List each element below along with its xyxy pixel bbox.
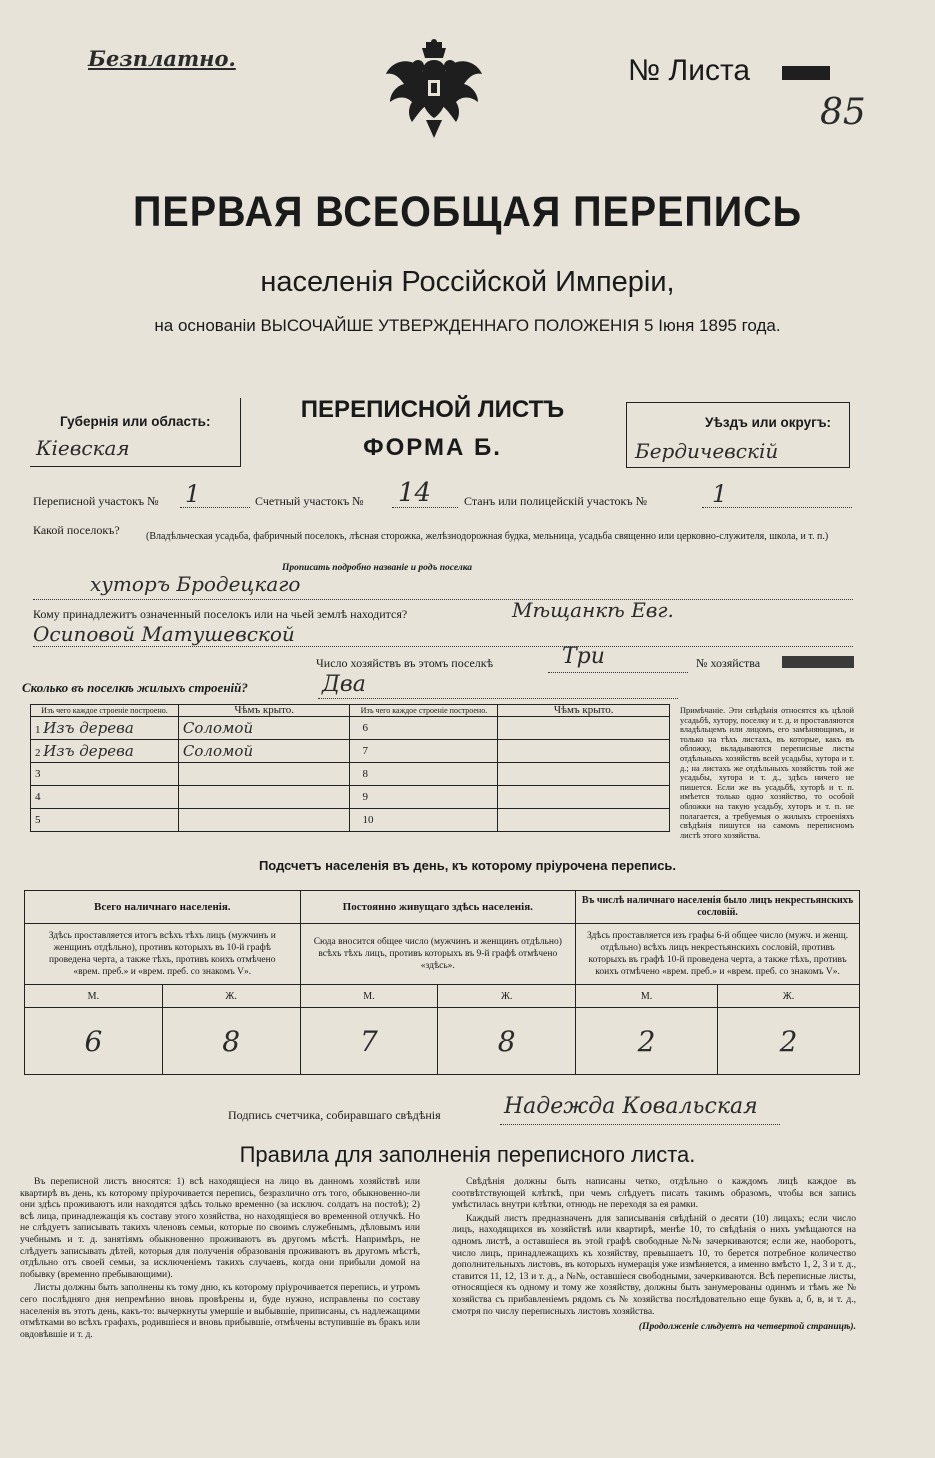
row-number: 10 bbox=[362, 814, 374, 826]
female-label: Ж. bbox=[438, 985, 576, 1008]
rules-left-column bbox=[20, 1176, 420, 1340]
schet-uch-line bbox=[392, 507, 458, 508]
population-count-table bbox=[24, 890, 860, 1075]
total-male-value: 6 bbox=[25, 1008, 163, 1075]
signature-line bbox=[500, 1124, 780, 1125]
settlement-hint-2: Прописать подробно названіе и родъ поселка bbox=[282, 563, 473, 573]
total-female-value: 8 bbox=[162, 1008, 300, 1075]
female-label: Ж. bbox=[718, 985, 860, 1008]
table-row bbox=[31, 763, 670, 786]
households-value: Три bbox=[562, 644, 605, 669]
sheet-number-label: № Листа bbox=[628, 54, 751, 87]
buildings-label: Сколько въ поселкѣ жилыхъ строеній? bbox=[22, 680, 248, 695]
schet-uch-value: 14 bbox=[398, 478, 432, 508]
census-basis: на основаніи ВЫСОЧАЙШЕ УТВЕРЖДЕННАГО ПОЛОЖЕНІЯ 5 Іюня 1895 года. bbox=[154, 316, 781, 335]
row-number: 5 bbox=[35, 814, 41, 826]
stan-value: 1 bbox=[712, 480, 728, 508]
row-number: 6 bbox=[362, 722, 368, 734]
count-col-total-desc: Здѣсь проставляется итогъ всѣхъ тѣхъ лицъ (мужчинъ и женщинъ отдѣльно), противъ которыхъ въ 10-й графѣ проведена черта, а также тѣхъ, противъ коихъ отмѣчено «врем. преб.» и «врем. преб. со знакомъ V». bbox=[25, 924, 301, 985]
male-label: М. bbox=[576, 985, 718, 1008]
households-line bbox=[548, 672, 688, 673]
rules-right-paragraph-2: Каждый листъ предназначенъ для записыванія свѣдѣній о десяти (10) лицахъ; если число лицъ, находящихся въ хозяйствѣ или квартирѣ, менѣе 10, то свѣдѣнія о нихъ умѣщаются на одномъ листѣ, а оставшіеся въ этой графѣ свободные №№ зачеркиваются; если же, наоборотъ, число лицъ, принадлежащихъ къ хозяйству, превышаетъ 10, то берется потребное количество дополнительныхъ листовъ, въ которыхъ нумерація уже измѣняется, а именно вмѣсто 1, 2, 3 и т. д., ставится 11, 12, 13 и т. д., а №№, оставшіеся свободными, зачеркиваются. Всѣ переписные листы, относящіеся къ одному и тому же хозяйству, должны быть занумерованы одинмъ и тѣмъ же № хозяйства съ прибавленіемъ рядомъ съ № хозяйства послѣдовательно еще буквъ а, б, в, и т. д., смотря по числу переписныхъ листовъ хозяйства. bbox=[452, 1212, 856, 1317]
row-number: 3 bbox=[35, 768, 41, 780]
table-row bbox=[31, 740, 670, 763]
building-roof: Соломой bbox=[182, 742, 254, 760]
owner-label: Кому принадлежитъ означенный поселокъ или на чьей землѣ находится? bbox=[33, 607, 408, 621]
owner-line bbox=[33, 646, 853, 647]
sheet-number-strike bbox=[782, 66, 830, 80]
count-col-permanent-title: Постоянно живущаго здѣсь населенія. bbox=[300, 891, 576, 924]
stan-line bbox=[702, 507, 852, 508]
double-headed-eagle-icon bbox=[380, 36, 488, 144]
rules-continuation: (Продолженіе слѣдуетъ на четвертой страницѣ). bbox=[638, 1321, 856, 1333]
male-label: М. bbox=[25, 985, 163, 1008]
guberniya-box bbox=[30, 398, 241, 467]
household-no-redacted bbox=[782, 656, 854, 668]
bt-head-roof-right: Чѣмъ крыто. bbox=[498, 705, 670, 717]
census-title: ПЕРВАЯ ВСЕОБЩАЯ ПЕРЕПИСЬ bbox=[133, 188, 802, 236]
row-number: 4 bbox=[35, 791, 41, 803]
count-heading: Подсчетъ населенія въ день, къ которому пріурочена перепись. bbox=[258, 858, 677, 873]
perepis-uch-value: 1 bbox=[185, 480, 201, 508]
table-row bbox=[31, 717, 670, 740]
building-material: Изъ дерева bbox=[43, 742, 134, 760]
count-col-nonpeasant-desc: Здѣсь проставляется изъ графы 6-й общее число (мужч. и женщ. отдѣльно) всѣхъ лицъ некрестьянскихъ сословій, противъ которыхъ въ графѣ 10-й проведена черта, а также тѣхъ, противъ коихъ отмѣчено «врем. преб.» и «врем. преб. со знакомъ V». bbox=[576, 924, 860, 985]
schet-uch-label: Счетный участокъ № bbox=[255, 494, 364, 508]
guberniya-label: Губернія или область: bbox=[60, 414, 211, 429]
nonpeasant-female-value: 2 bbox=[718, 1008, 860, 1075]
form-title: ФОРМА Б. bbox=[363, 434, 502, 461]
settlement-hint: (Владѣльческая усадьба, фабричный поселокъ, лѣсная сторожка, желѣзнодорожная будка, мельница, усадьба священно или церковно-служителя, школа, и т. п.) bbox=[146, 531, 829, 542]
sheet-title: ПЕРЕПИСНОЙ ЛИСТЪ bbox=[300, 396, 565, 423]
bt-head-material-right: Изъ чего каждое строеніе построено. bbox=[350, 705, 498, 717]
census-subtitle: населенія Россійской Имперіи, bbox=[260, 266, 675, 298]
count-col-total-title: Всего наличнаго населенія. bbox=[25, 891, 301, 924]
uyezd-box bbox=[626, 402, 850, 468]
table-row bbox=[31, 786, 670, 809]
rules-left-paragraph-1: Въ переписной листъ вносятся: 1) всѣ находящіеся на лицо въ данномъ хозяйствѣ или квартирѣ въ день, къ которому пріурочивается перепись, безразлично отъ того, обыкновенно-ли они здѣсь проживаютъ или находятся здѣсь только временно (за исключ. солдатъ на постоѣ); 2) всѣ лица, принадлежащія къ составу этого хозяйства, но находящіеся во временной отлучкѣ. Но не слѣдуетъ записывать такихъ членовъ семьи, которые по своимъ служебнымъ, дѣловымъ или учебнымъ и т. д. занятіямъ обыкновенно проживаютъ въ другомъ мѣстѣ. Напримѣръ, не слѣдуетъ записывать дѣтей, которыя для полученія образованія проживаютъ въ другомъ мѣстѣ, отдѣльно отъ своей семьи, за исключеніемъ такихъ случаевъ, когда они прибыли домой на побывку (временно пребывающими). bbox=[20, 1176, 420, 1280]
row-number: 1 bbox=[35, 724, 41, 736]
count-col-permanent-desc: Сюда вносится общее число (мужчинъ и женщинъ отдѣльно) всѣхъ тѣхъ лицъ, противъ которыхъ въ 9-й графѣ отмѣчено «здѣсь». bbox=[300, 924, 576, 985]
building-material: Изъ дерева bbox=[43, 719, 134, 737]
bt-head-material-left: Изъ чего каждое строеніе построено. bbox=[31, 705, 179, 717]
settlement-value: хуторъ Бродецкаго bbox=[90, 572, 301, 596]
permanent-female-value: 8 bbox=[438, 1008, 576, 1075]
settlement-label: Какой поселокъ? bbox=[33, 523, 120, 537]
row-number: 7 bbox=[362, 745, 368, 757]
male-label: М. bbox=[300, 985, 438, 1008]
perepis-uch-label: Переписной участокъ № bbox=[33, 494, 159, 508]
signature-value: Надежда Ковальская bbox=[504, 1094, 758, 1119]
households-label: Число хозяйствъ въ этомъ поселкѣ bbox=[316, 656, 494, 670]
row-number: 2 bbox=[35, 747, 41, 759]
rules-left-paragraph-2: Листы должны быть заполнены къ тому дню, къ которому пріурочивается перепись, и утромъ сего послѣдняго дня непремѣнно вновь провѣрены и, буде нужно, исправлены по составу населенія въ этотъ день, какъ-то: вычеркнуты умершіе и выбывшіе, приписаны, съ надлежащими отмѣтками во всѣхъ графахъ, родившіеся и вновь прибывшіе, отмѣчены вступившіе въ бракъ или овдовѣвшіе и т. д. bbox=[20, 1282, 420, 1340]
owner-value-2: Осиповой Матушевской bbox=[33, 622, 295, 646]
buildings-value: Два bbox=[322, 672, 366, 697]
sheet-number-value: 85 bbox=[820, 92, 866, 133]
uyezd-value: Бердичевскій bbox=[635, 439, 779, 463]
permanent-male-value: 7 bbox=[300, 1008, 438, 1075]
bt-head-roof-left: Чѣмъ крыто. bbox=[178, 705, 350, 717]
count-col-nonpeasant-title: Въ числѣ наличнаго населенія было лицъ некрестьянскихъ сословій. bbox=[576, 891, 860, 924]
rules-right-column bbox=[452, 1176, 856, 1333]
building-roof: Соломой bbox=[182, 719, 254, 737]
uyezd-label: Уѣздъ или округъ: bbox=[705, 415, 832, 430]
buildings-table bbox=[30, 704, 670, 832]
buildings-note: Примѣчаніе. Эти свѣдѣнія относятся къ цѣлой усадьбѣ, хутору, поселку и т. д. и проставляются владѣльцемъ или лицомъ, его замѣняющимъ, и только на тѣхъ листахъ, въ которые, какъ въ обложку, вкладываются переписные листы отдѣльныхъ хозяйствъ всей усадьбы, хутора и т. д.; на листахъ же отдѣльныхъ хозяйствъ той же усадьбы, хутора и т. д., здѣсь ничего не пишется. Если же въ усадьбѣ, хуторѣ и т. п. имѣется только одно хозяйство, то особой обложки на такую усадьбу, хуторъ и т. п. не полагается, а требуемыя о жилыхъ строеніяхъ свѣдѣнія пишутся на самомъ переписномъ листѣ этого хозяйства. bbox=[680, 706, 854, 840]
row-number: 8 bbox=[362, 768, 368, 780]
guberniya-value: Кіевская bbox=[36, 436, 130, 460]
buildings-line bbox=[318, 698, 678, 699]
row-number: 9 bbox=[362, 791, 368, 803]
settlement-line bbox=[33, 599, 853, 600]
nonpeasant-male-value: 2 bbox=[576, 1008, 718, 1075]
rules-title: Правила для заполненія переписного листа. bbox=[239, 1142, 696, 1167]
free-label: Безплатно. bbox=[88, 46, 236, 71]
female-label: Ж. bbox=[162, 985, 300, 1008]
owner-value-1: Мѣщанкѣ Евг. bbox=[512, 598, 674, 622]
table-row bbox=[31, 809, 670, 832]
rules-right-paragraph-1: Свѣдѣнія должны быть написаны четко, отдѣльно о каждомъ лицѣ каждое въ соотвѣтствующей клѣткѣ, при чемъ слѣдуетъ писать такимъ образомъ, чтобы вся запись умѣстилась внутри клѣтки, отнюдь не переходя за ея рамки. bbox=[452, 1176, 856, 1211]
perepis-uch-line bbox=[180, 507, 250, 508]
household-no-label: № хозяйства bbox=[696, 656, 761, 670]
stan-label: Станъ или полицейскій участокъ № bbox=[464, 494, 648, 508]
signature-label: Подпись счетчика, собиравшаго свѣдѣнія bbox=[228, 1108, 441, 1122]
